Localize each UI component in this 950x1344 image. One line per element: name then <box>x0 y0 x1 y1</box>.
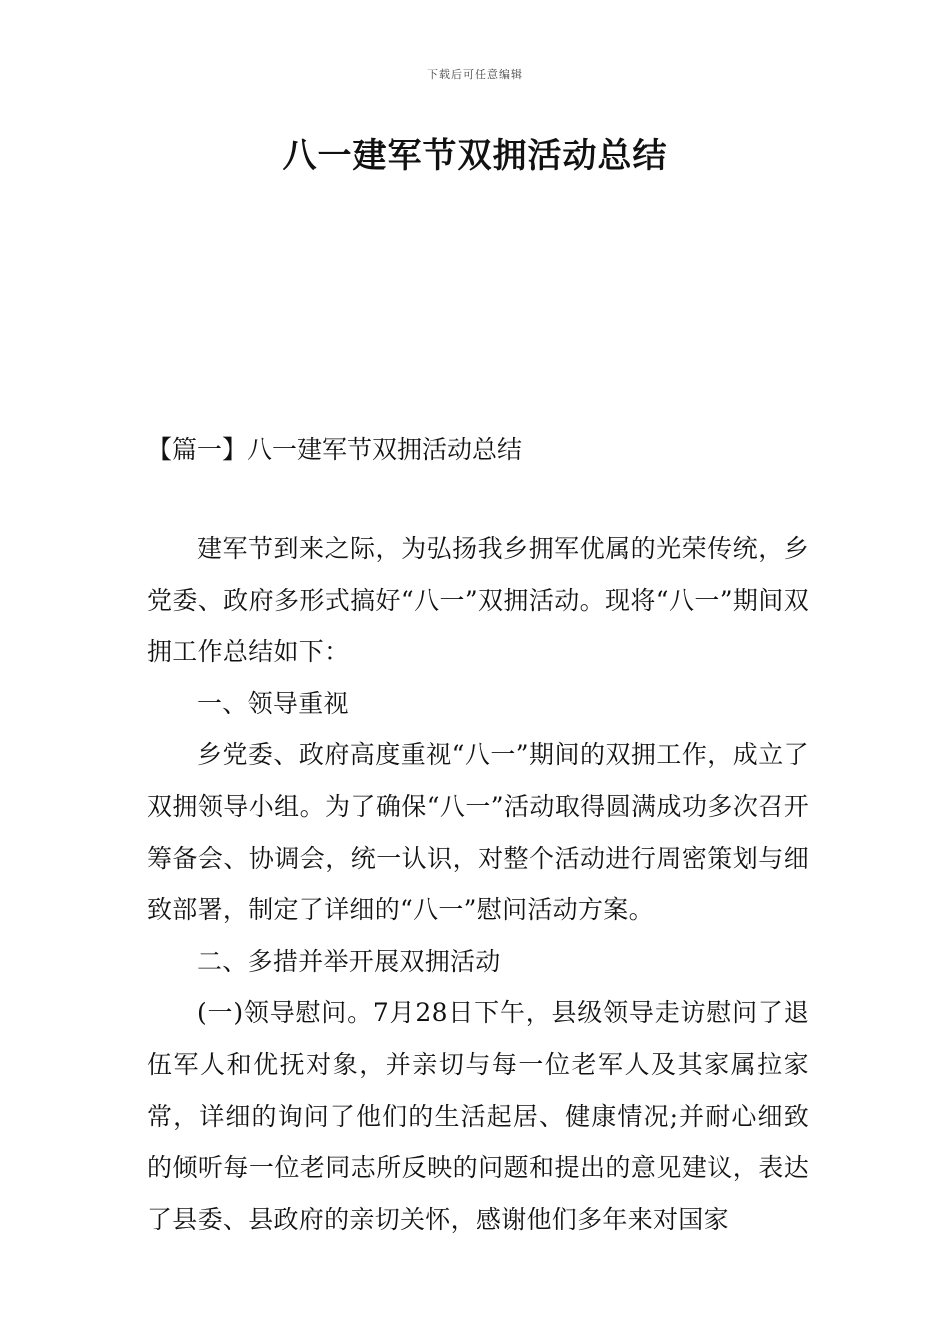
paragraph-visits: (一)领导慰问。7月28日下午，县级领导走访慰问了退伍军人和优抚对象，并亲切与每一位老军人及其家属拉家常，详细的询问了他们的生活起居、健康情况;并耐心细致的倾听每一位老同志所反映的问题和提出的意见建议，表达了县委、县政府的亲切关怀，感谢他们多年来对国家 <box>147 998 809 1234</box>
paragraph-heading-1: 一、领导重视 <box>197 688 349 718</box>
header-note: 下载后可任意编辑 <box>427 68 523 81</box>
document-body <box>147 523 809 1245</box>
document-title: 八一建军节双拥活动总结 <box>282 136 668 176</box>
paragraph-intro: 建军节到来之际，为弘扬我乡拥军优属的光荣传统，乡党委、政府多形式搞好“八一”双拥活动。现将“八一”期间双拥工作总结如下： <box>147 534 809 667</box>
paragraph-heading-2: 二、多措并举开展双拥活动 <box>197 946 501 976</box>
paragraph-leadership: 乡党委、政府高度重视“八一”期间的双拥工作，成立了双拥领导小组。为了确保“八一”活动取得圆满成功多次召开筹备会、协调会，统一认识，对整个活动进行周密策划与细致部署，制定了详细的“八一”慰问活动方案。 <box>147 740 809 925</box>
section-heading: 【篇一】八一建军节双拥活动总结 <box>147 435 523 464</box>
